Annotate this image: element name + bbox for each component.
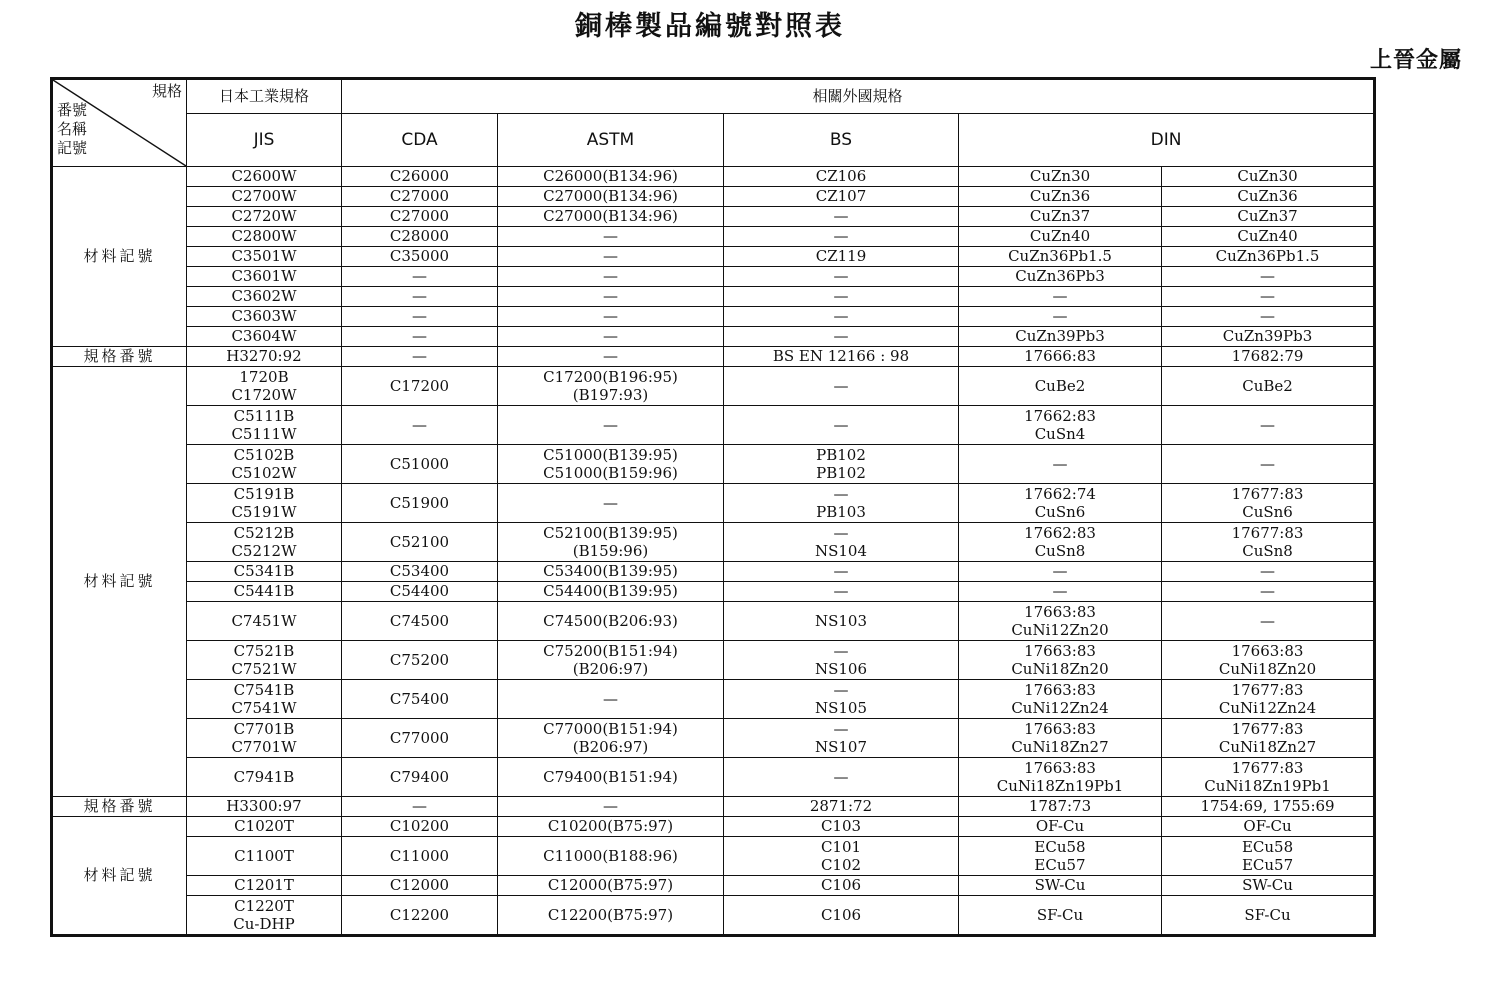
header-field-name: 名稱 [57,120,88,138]
table-row [52,680,1375,719]
cell-cda: C11000 [342,837,498,876]
cell-din-2: — [1162,582,1375,602]
row-group-label: 材料記號 [52,167,187,347]
cell-jis: C1100T [187,837,342,876]
cell-bs: — PB103 [724,484,959,523]
cell-din-2: 17682:79 [1162,347,1375,367]
cell-din-2: CuZn30 [1162,167,1375,187]
cell-astm: — [498,247,724,267]
header-jis-group: 日本工業規格 [187,79,342,114]
cell-jis: C5341B [187,562,342,582]
cell-din-2: CuZn37 [1162,207,1375,227]
cell-jis: C3601W [187,267,342,287]
cell-cda: C17200 [342,367,498,406]
cell-din-2: — [1162,445,1375,484]
cell-din-1: — [959,307,1162,327]
cell-cda: C27000 [342,187,498,207]
cell-astm: C74500(B206:93) [498,602,724,641]
cell-din-2: 1754:69, 1755:69 [1162,797,1375,817]
cell-jis: C7451W [187,602,342,641]
cell-cda: — [342,307,498,327]
cell-jis: C2800W [187,227,342,247]
cell-din-1: CuZn36Pb1.5 [959,247,1162,267]
table-row [52,523,1375,562]
cell-din-1: 17666:83 [959,347,1162,367]
cell-bs: — NS104 [724,523,959,562]
cell-bs: — [724,227,959,247]
cell-jis: C2700W [187,187,342,207]
cell-cda: C51000 [342,445,498,484]
cell-jis: H3300:97 [187,797,342,817]
cell-jis: C5111B C5111W [187,406,342,445]
cell-din-2: 17677:83 CuNi12Zn24 [1162,680,1375,719]
table-row [52,797,1375,817]
table-row [52,837,1375,876]
cell-din-2: CuZn36Pb1.5 [1162,247,1375,267]
cell-bs: — [724,582,959,602]
table-row [52,562,1375,582]
cell-din-1: CuZn39Pb3 [959,327,1162,347]
cell-jis: C1220T Cu-DHP [187,896,342,936]
cell-astm: C11000(B188:96) [498,837,724,876]
cell-din-2: SF-Cu [1162,896,1375,936]
table-row [52,267,1375,287]
cell-astm: C10200(B75:97) [498,817,724,837]
cell-bs: C106 [724,876,959,896]
cell-din-1: SW-Cu [959,876,1162,896]
cell-jis: C1020T [187,817,342,837]
table-row [52,307,1375,327]
cell-astm: C17200(B196:95) (B197:93) [498,367,724,406]
table-row [52,876,1375,896]
cell-bs: — [724,406,959,445]
cell-astm: C75200(B151:94) (B206:97) [498,641,724,680]
table-row [52,247,1375,267]
cell-cda: C75400 [342,680,498,719]
cell-astm: C27000(B134:96) [498,207,724,227]
header-row-groups [52,79,1375,114]
cell-astm: — [498,307,724,327]
cell-astm: C26000(B134:96) [498,167,724,187]
cell-din-2: ECu58 ECu57 [1162,837,1375,876]
header-foreign-group: 相關外國規格 [342,79,1375,114]
cell-cda: C27000 [342,207,498,227]
cell-astm: — [498,327,724,347]
cell-din-2: — [1162,287,1375,307]
table-row [52,896,1375,936]
cell-jis: C7701B C7701W [187,719,342,758]
table-row [52,287,1375,307]
cell-cda: C28000 [342,227,498,247]
header-row-columns [52,114,1375,167]
cell-din-1: OF-Cu [959,817,1162,837]
cell-jis: C7521B C7521W [187,641,342,680]
row-group-label: 規格番號 [52,797,187,817]
cell-din-2: 17677:83 CuSn8 [1162,523,1375,562]
cell-astm: C51000(B139:95) C51000(B159:96) [498,445,724,484]
cell-din-1: CuZn30 [959,167,1162,187]
cell-din-1: — [959,562,1162,582]
cell-bs: C103 [724,817,959,837]
cell-din-1: 17662:74 CuSn6 [959,484,1162,523]
cell-din-2: — [1162,602,1375,641]
cell-din-2: CuBe2 [1162,367,1375,406]
table-row [52,758,1375,797]
cell-bs: — [724,367,959,406]
row-group-label: 材料記號 [52,367,187,797]
table-row [52,817,1375,837]
table-body [52,79,1375,936]
cell-cda: — [342,327,498,347]
cell-din-2: CuZn39Pb3 [1162,327,1375,347]
cell-bs: NS103 [724,602,959,641]
cell-jis: C2600W [187,167,342,187]
cell-din-1: — [959,582,1162,602]
header-field-labels [57,101,87,158]
cell-din-1: CuBe2 [959,367,1162,406]
cell-cda: C52100 [342,523,498,562]
header-spec-label: 規格 [151,82,182,100]
cell-bs: — [724,562,959,582]
cell-astm: C12200(B75:97) [498,896,724,936]
cell-cda: C12200 [342,896,498,936]
table-row [52,641,1375,680]
cell-din-1: CuZn40 [959,227,1162,247]
cell-din-1: CuZn37 [959,207,1162,227]
cell-astm: — [498,267,724,287]
cell-din-2: 17677:83 CuNi18Zn27 [1162,719,1375,758]
cell-din-1: CuZn36Pb3 [959,267,1162,287]
row-group-label: 材料記號 [52,817,187,936]
cell-din-2: — [1162,406,1375,445]
table-row [52,367,1375,406]
cell-din-1: — [959,287,1162,307]
cell-cda: C77000 [342,719,498,758]
cell-astm: — [498,406,724,445]
cell-jis: C5191B C5191W [187,484,342,523]
cell-din-1: CuZn36 [959,187,1162,207]
cell-din-2: OF-Cu [1162,817,1375,837]
cell-din-2: CuZn36 [1162,187,1375,207]
cell-din-1: 17663:83 CuNi18Zn20 [959,641,1162,680]
cell-din-2: 17677:83 CuNi18Zn19Pb1 [1162,758,1375,797]
cell-cda: C26000 [342,167,498,187]
page-title: 銅棒製品編號對照表 [575,11,845,42]
cell-din-2: 17677:83 CuSn6 [1162,484,1375,523]
cell-bs: 2871:72 [724,797,959,817]
table-row [52,207,1375,227]
column-header-astm: ASTM [498,114,724,167]
cell-din-2: SW-Cu [1162,876,1375,896]
cell-din-2: — [1162,562,1375,582]
cell-din-1: 17663:83 CuNi12Zn24 [959,680,1162,719]
cell-jis: C3602W [187,287,342,307]
header-field-symbol: 記號 [57,139,88,157]
column-header-jis: JIS [187,114,342,167]
table-row [52,582,1375,602]
cell-din-1: 17662:83 CuSn4 [959,406,1162,445]
table-row [52,227,1375,247]
copper-bar-comparison-table [50,77,1376,937]
cell-jis: C2720W [187,207,342,227]
header-field-number: 番號 [57,101,88,119]
cell-cda: C79400 [342,758,498,797]
table-row [52,347,1375,367]
table-row [52,406,1375,445]
cell-astm: — [498,797,724,817]
cell-jis: C1201T [187,876,342,896]
cell-bs: — NS105 [724,680,959,719]
cell-din-1: 1787:73 [959,797,1162,817]
table-row [52,327,1375,347]
cell-din-1: 17662:83 CuSn8 [959,523,1162,562]
cell-bs: — [724,758,959,797]
cell-jis: C5212B C5212W [187,523,342,562]
column-header-din: DIN [959,114,1375,167]
cell-din-2: — [1162,267,1375,287]
cell-din-1: ECu58 ECu57 [959,837,1162,876]
company-name: 上晉金屬 [1369,48,1462,73]
cell-cda: C12000 [342,876,498,896]
cell-bs: CZ107 [724,187,959,207]
cell-din-1: 17663:83 CuNi18Zn19Pb1 [959,758,1162,797]
header-corner-cell [52,79,187,167]
cell-cda: C74500 [342,602,498,641]
cell-astm: — [498,227,724,247]
cell-bs: — [724,267,959,287]
table-row [52,484,1375,523]
cell-bs: CZ106 [724,167,959,187]
cell-astm: — [498,287,724,307]
cell-cda: — [342,267,498,287]
table-row [52,187,1375,207]
cell-astm: C27000(B134:96) [498,187,724,207]
row-group-label: 規格番號 [52,347,187,367]
cell-din-2: 17663:83 CuNi18Zn20 [1162,641,1375,680]
cell-astm: C12000(B75:97) [498,876,724,896]
cell-din-1: SF-Cu [959,896,1162,936]
cell-jis: H3270:92 [187,347,342,367]
cell-jis: 1720B C1720W [187,367,342,406]
cell-astm: — [498,680,724,719]
column-header-cda: CDA [342,114,498,167]
cell-jis: C7541B C7541W [187,680,342,719]
table-row [52,602,1375,641]
cell-astm: C52100(B139:95) (B159:96) [498,523,724,562]
cell-bs: — NS106 [724,641,959,680]
cell-bs: CZ119 [724,247,959,267]
cell-jis: C3603W [187,307,342,327]
table-row [52,445,1375,484]
cell-din-1: — [959,445,1162,484]
cell-cda: C75200 [342,641,498,680]
cell-astm: C77000(B151:94) (B206:97) [498,719,724,758]
cell-astm: — [498,347,724,367]
cell-jis: C5102B C5102W [187,445,342,484]
cell-cda: — [342,347,498,367]
table-row [52,719,1375,758]
cell-din-2: — [1162,307,1375,327]
cell-bs: C106 [724,896,959,936]
cell-din-2: CuZn40 [1162,227,1375,247]
cell-cda: C51900 [342,484,498,523]
cell-jis: C5441B [187,582,342,602]
column-header-bs: BS [724,114,959,167]
cell-bs: — [724,327,959,347]
cell-din-1: 17663:83 CuNi12Zn20 [959,602,1162,641]
cell-jis: C3604W [187,327,342,347]
cell-cda: C35000 [342,247,498,267]
cell-bs: — [724,307,959,327]
cell-cda: C54400 [342,582,498,602]
cell-bs: BS EN 12166 : 98 [724,347,959,367]
cell-bs: C101 C102 [724,837,959,876]
cell-bs: PB102 PB102 [724,445,959,484]
cell-cda: C10200 [342,817,498,837]
cell-jis: C3501W [187,247,342,267]
cell-astm: C53400(B139:95) [498,562,724,582]
cell-jis: C7941B [187,758,342,797]
cell-din-1: 17663:83 CuNi18Zn27 [959,719,1162,758]
cell-bs: — [724,207,959,227]
cell-cda: — [342,406,498,445]
cell-cda: C53400 [342,562,498,582]
table-row [52,167,1375,187]
cell-astm: — [498,484,724,523]
cell-bs: — NS107 [724,719,959,758]
cell-astm: C54400(B139:95) [498,582,724,602]
cell-cda: — [342,797,498,817]
cell-astm: C79400(B151:94) [498,758,724,797]
cell-bs: — [724,287,959,307]
cell-cda: — [342,287,498,307]
